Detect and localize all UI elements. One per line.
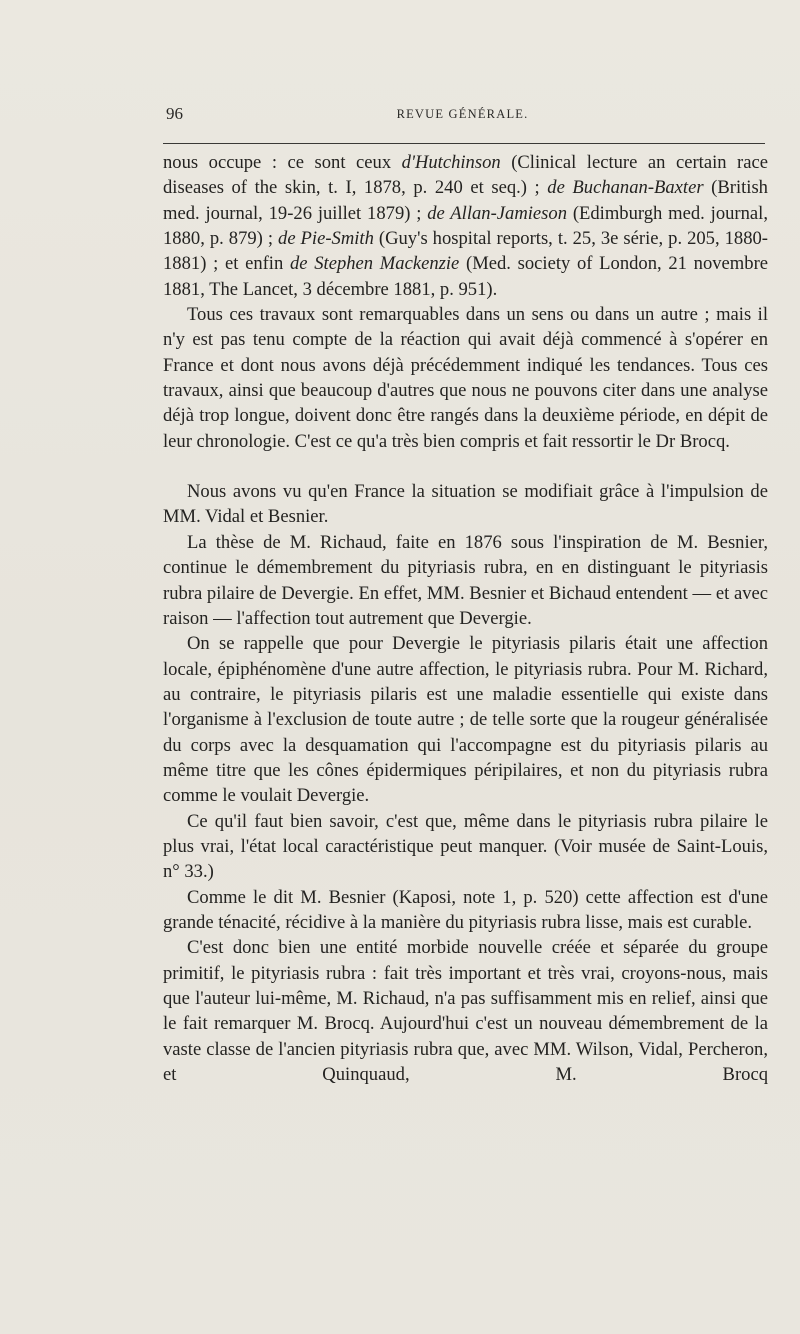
paragraph-8: C'est donc bien une entité morbide nouvelle créée et séparée du groupe primitif, le pityriasis rubra : fait très important et très vrai, croyons-nous, mais que l'auteur lui-même, M. Richaud, n'a pas suffisamment mis en relief, ainsi que le fait remarquer M. Brocq. Aujourd'hui c'est un nouveau démembrement de la vaste classe de l'ancien pityriasis rubra que, avec MM. Wilson, Vidal, Percheron, et Quinquaud, M. Brocq [163,937,768,1086]
author-allan-jamieson: de Allan-Jamieson [427,202,567,224]
author-pie-smith: de Pie-Smith [278,228,374,250]
paragraph-1-text-2: (Clinical lecture an certain race diseases of the skin, t. I, 1878, p. 240 et seq.) ; [163,152,769,199]
paragraph-6: Ce qu'il faut bien savoir, c'est que, même dans le pityriasis rubra pilaire le plus vrai, l'état local caractéristique peut manquer. (Voir musée de Saint-Louis, n° 33.) [163,810,768,883]
paragraph-2: Tous ces travaux sont remarquables dans un sens ou dans un autre ; mais il n'y est pas tenu compte de la réaction qui avait déjà commencé à s'opérer en France et dont nous avons déjà précédemment indiqué les tendances. Tous ces travaux, ainsi que beaucoup d'autres que nous ne pouvons citer dans une analyse déjà trop longue, doivent donc être rangés dans la deuxième période, en dépit de leur chronologie. C'est ce qu'a très bien compris et fait ressortir le Dr Brocq. [163,304,768,452]
running-head: REVUE GÉNÉRALE. [396,107,529,121]
paragraph-1-text-5: (Guy's hospital reports, t. 25, 3e série, p. 205, 1880-1881) ; et enfin [163,228,768,275]
paragraph-1-text-3: (British med. journal, 19-26 juillet 1879) ; [163,177,768,224]
paragraph-3: Nous avons vu qu'en France la situation se modifiait grâce à l'impulsion de MM. Vidal et Besnier. [163,481,768,528]
header-rule [163,143,765,144]
paragraph-1-text-1: nous occupe : ce sont ceux [163,152,402,173]
author-hutchinson: d'Hutchinson [401,152,501,173]
paragraph-1-text-6: (Med. society of London, 21 novembre 1881, The Lancet, 3 décembre 1881, p. 951). [163,253,769,300]
author-stephen-mackenzie: de Stephen Mackenzie [289,253,460,275]
paragraph-7: Comme le dit M. Besnier (Kaposi, note 1, p. 520) cette affection est d'une grande ténacité, récidive à la manière du pityriasis rubra lisse, mais est curable. [163,886,768,933]
paragraph-4: La thèse de M. Richaud, faite en 1876 sous l'inspiration de M. Besnier, continue le démembrement du pityriasis rubra, en en distinguant le pityriasis rubra pilaire de Devergie. En effet, MM. Besnier et Bichaud entendent — et avec raison — l'affection tout autrement que Devergie. [163,531,768,629]
paragraph-1 [163,150,768,302]
page-header [160,104,765,128]
author-buchanan-baxter: de Buchanan-Baxter [547,177,704,199]
paragraph-1-text-4: (Edimburgh med. journal, 1880, p. 879) ; [163,202,768,250]
paragraph-5: On se rappelle que pour Devergie le pityriasis pilaris était une affection locale, épiphénomène d'une autre affection, le pityriasis rubra. Pour M. Richard, au contraire, le pityriasis pilaris est une maladie essentielle qui existe dans l'organisme à l'exclusion de toute autre ; de telle sorte que la rougeur généralisée du corps avec la desquamation qui l'accompagne est du pityriasis pilaris au même titre que les cônes épidermiques péripilaires, et non du pityriasis rubra comme le voulait Devergie. [163,633,768,807]
page-number: 96 [166,104,183,123]
body-text [163,150,768,1087]
